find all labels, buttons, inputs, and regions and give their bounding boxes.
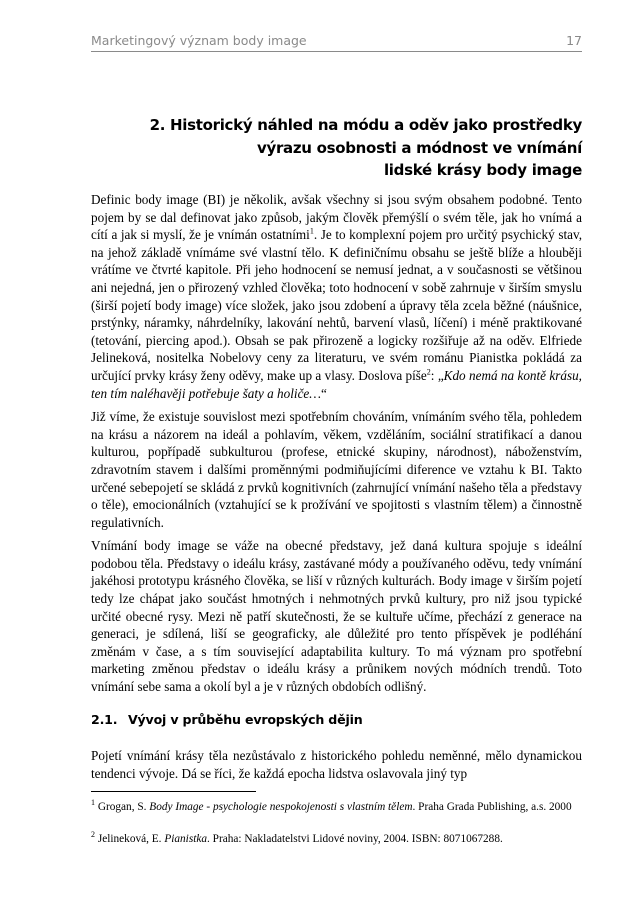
footnote-2-title: Pianistka xyxy=(164,833,208,845)
footnote-ref-2: 2 xyxy=(426,367,431,377)
footnote-divider xyxy=(91,791,256,792)
footnote-ref-1: 1 xyxy=(309,226,314,236)
section-heading xyxy=(91,712,582,727)
section-body xyxy=(91,747,582,782)
section-paragraph: Pojetí vnímání krásy těla nezůstávalo z historického pohledu neměnné, mělo dynamickou tendenci vývoje. Dá se říci, že každá epocha lidstva oslavovala jiný typ xyxy=(91,748,582,781)
page-number: 17 xyxy=(566,33,582,48)
chapter-heading-line-3: lidské krásy body image xyxy=(383,161,582,179)
footnote-2 xyxy=(91,832,582,847)
quote: Kdo nemá na kontě krásu, ten tím naléhavěji potřebuje šaty a holiče… xyxy=(91,367,582,401)
section-number: 2.1. xyxy=(91,712,118,727)
footnote-1-publisher: . Praha Grada Publishing, a.s. 2000 xyxy=(412,801,572,813)
footnote-1-number: 1 xyxy=(91,798,95,808)
paragraph-1-part-a: Definic body image (BI) je několik, avšak všechny si jsou svým obsahem podobné. Tento pojem by se dal definovat jako způsob, jakým člověk přemýšlí o svém těle, jak ho vnímá a cítí a jak si myslí, že je vnímán ostatními xyxy=(91,192,582,243)
header-title: Marketingový význam body image xyxy=(91,33,307,48)
paragraph-2: Již víme, že existuje souvislost mezi spotřebním chováním, vnímáním svého těla, pohledem na krásu a názorem na ideál a pohlavím, věkem, vzděláním, sociální stratifikací a danou kulturou, popřípadě subkulturou (profese, etnické skupiny, národnost), náboženstvím, zdravotním stavem i dalšími proměnnými podmiňujícími diference ve vztahu k BI. Takto určené sebepojetí se skládá z prvků kognitivních (zahrnující vnímání našeho těla a představy o těle), emocionálních (vztahující se k prožívání ve spojitosti s vlastním tělem) a činnostně regulativních. xyxy=(91,409,582,530)
chapter-heading-line-1: 2. Historický náhled na módu a oděv jako prostředky xyxy=(149,116,582,134)
footnote-2-author: Jelineková, E. xyxy=(95,833,165,845)
footnote-1-title: Body Image - psychologie nespokojenosti s vlastním tělem xyxy=(149,801,413,813)
paragraph-1-part-c: : „ xyxy=(430,367,444,383)
body-text xyxy=(91,191,582,702)
paragraph-1-part-b: . Je to komplexní pojem pro určitý psychický stav, na jehož základě vnímáme své vlastní tělo. K definičnímu obsahu se ještě blíže a hlouběji vrátíme ve čtvrté kapitole. Při jeho hodnocení se nemusí jednat, a v současnosti se většinou ani nejedná, jen o přirozený vzhled člověka; toto hodnocení v sobě zahrnuje v širším smyslu (širší pojetí body image) více složek, jako jsou zdobení a úpravy těla zcela běžné (náušnice, prstýnky, náramky, náhrdelníky, lakování nehtů, barvení vlasů, líčení) i méně praktikované (tetování, piercing apod.). Obsah se pak přirozeně a logicky rozšiřuje až na oděv. Elfriede Jelineková, nositelka Nobelovy ceny za literaturu, ve svém románu Pianistka pokládá za určující prvky krásy ženy oděvy, make up a vlasy. Doslova píše xyxy=(91,227,582,383)
chapter-heading-line-2: výrazu osobnosti a módnost ve vnímání xyxy=(257,138,582,157)
section-title: Vývoj v průběhu evropských dějin xyxy=(128,712,363,727)
paragraph-1-part-d: “ xyxy=(321,385,327,401)
footnote-2-publisher: . Praha: Nakladatelstvi Lidové noviny, 2004. ISBN: 8071067288. xyxy=(207,833,503,845)
paragraph-3: Vnímání body image se váže na obecné představy, jež daná kultura spojuje s ideální podobou těla. Představy o ideálu krásy, zastávané módy a používaného oděvu, tedy vnímání jakéhosi prototypu krásného člověka, se liší v různých kulturách. Body image v širším pojetí tedy lze chápat jako součást hmotných i nehmotných prvků kultury, pro niž jsou typické určité obecné rysy. Mezi ně patří skutečnosti, že se kultuře učíme, přechází z generace na generaci, je sdílená, liší se geograficky, ale důležité pro tento příspěvek je podléhání změnám v čase, a s tím související adaptabilita kultury. To má význam pro spotřební marketing změnou představ o ideálu krásy a průnikem nových módních trendů. Toto vnímání sebe sama a okolí byl a je v různých obdobích odlišný. xyxy=(91,538,582,695)
chapter-heading xyxy=(91,114,582,182)
footnote-1-author: Grogan, S. xyxy=(95,801,150,813)
footnote-1 xyxy=(91,800,582,815)
footnote-2-number: 2 xyxy=(91,830,95,840)
running-header xyxy=(91,33,582,52)
paragraph-1 xyxy=(91,191,582,402)
